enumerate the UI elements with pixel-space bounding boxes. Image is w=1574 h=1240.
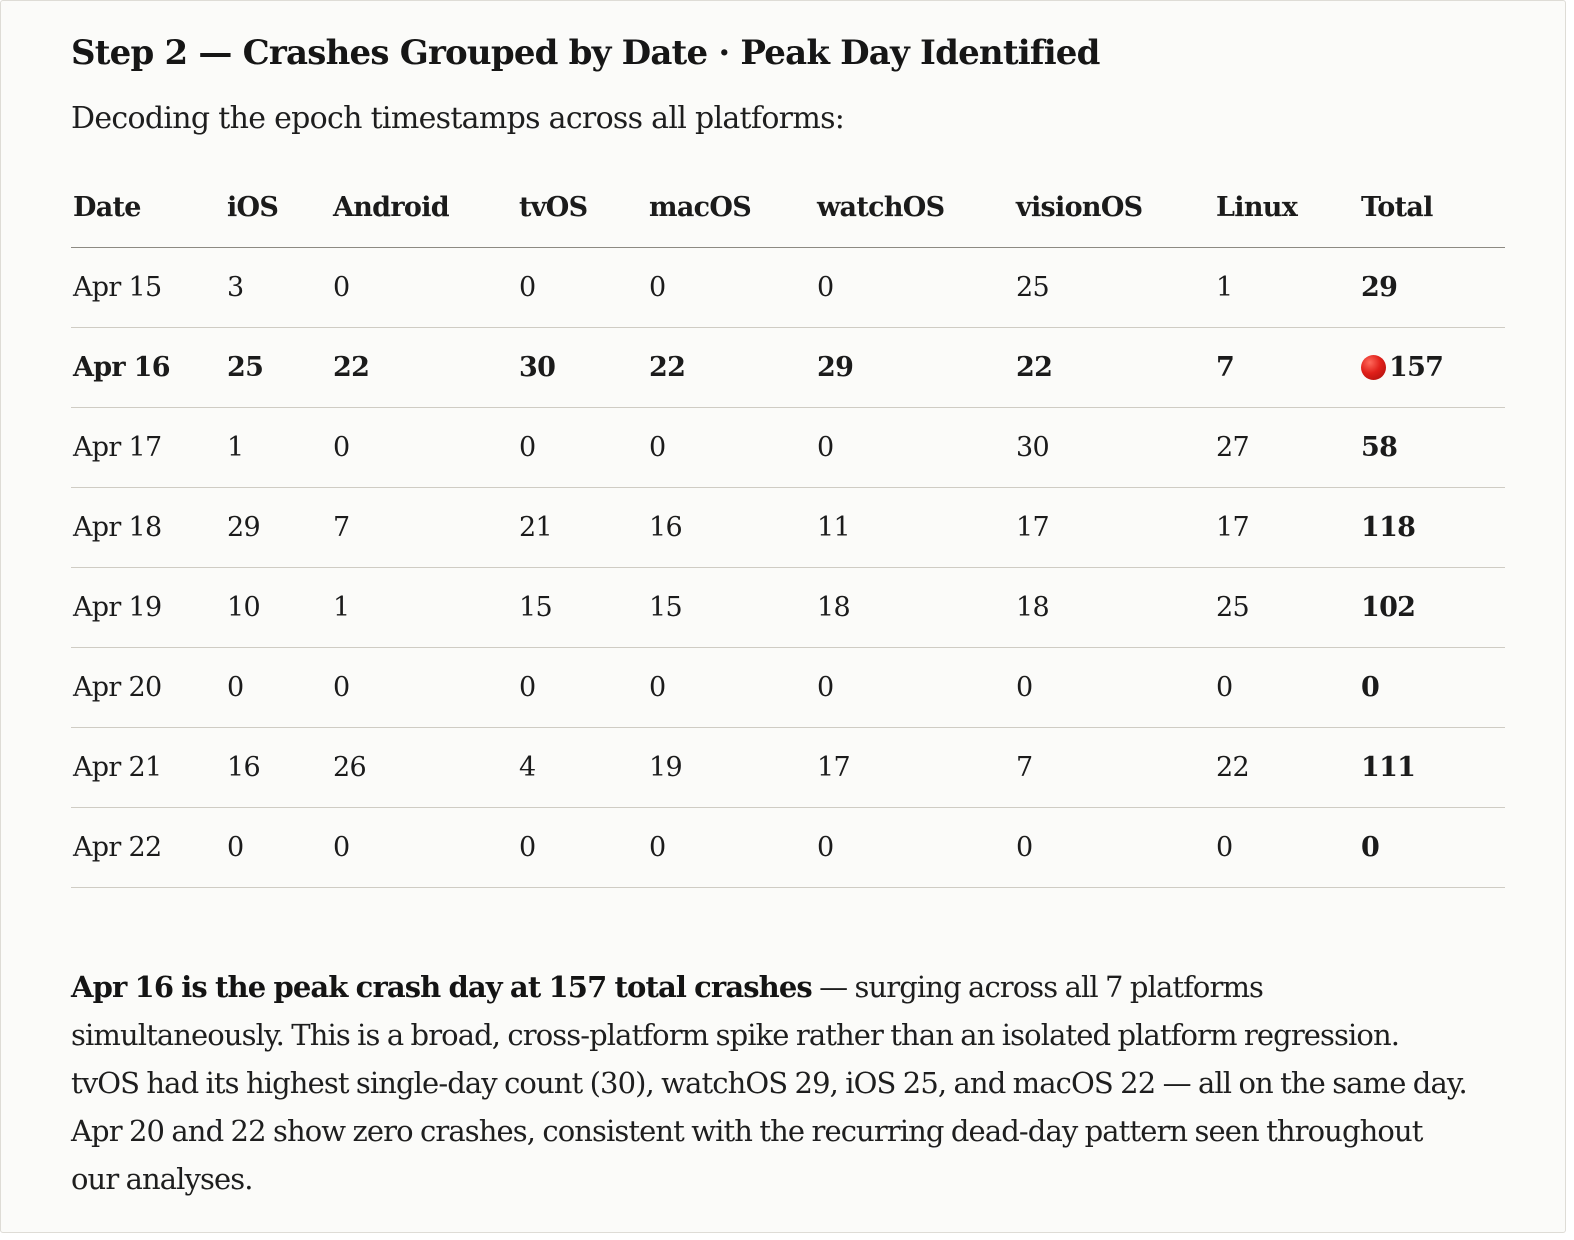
cell-macos: 0 bbox=[647, 248, 815, 328]
cell-date: Apr 18 bbox=[71, 488, 225, 568]
summary-body: — surging across all 7 platforms simultaneously. This is a broad, cross-platform spike rather than an isolated platform regression. tvOS had its highest single-day count (30), watchOS 29, iOS 25, and macOS 22 — all on the same day. Apr 20 and 22 show zero crashes, consistent with the recurring dead-day pattern seen throughout our analyses. bbox=[71, 970, 1467, 1196]
cell-visionos: 0 bbox=[1014, 648, 1214, 728]
cell-android: 0 bbox=[331, 648, 517, 728]
cell-macos: 16 bbox=[647, 488, 815, 568]
cell-total: 29 bbox=[1359, 248, 1505, 328]
table-row bbox=[71, 568, 1505, 648]
table-row bbox=[71, 248, 1505, 328]
cell-android: 0 bbox=[331, 808, 517, 888]
cell-macos: 0 bbox=[647, 408, 815, 488]
cell-ios: 3 bbox=[225, 248, 331, 328]
cell-watchos: 18 bbox=[815, 568, 1014, 648]
cell-total: 58 bbox=[1359, 408, 1505, 488]
cell-watchos: 11 bbox=[815, 488, 1014, 568]
cell-linux: 17 bbox=[1214, 488, 1359, 568]
cell-linux: 1 bbox=[1214, 248, 1359, 328]
table-header-row bbox=[71, 167, 1505, 248]
cell-date: Apr 17 bbox=[71, 408, 225, 488]
cell-android: 0 bbox=[331, 248, 517, 328]
cell-ios: 0 bbox=[225, 808, 331, 888]
cell-ios: 25 bbox=[225, 328, 331, 408]
cell-android: 1 bbox=[331, 568, 517, 648]
page-title: Step 2 — Crashes Grouped by Date · Peak Day Identified bbox=[71, 33, 1100, 73]
cell-visionos: 17 bbox=[1014, 488, 1214, 568]
cell-ios: 16 bbox=[225, 728, 331, 808]
column-header-date: Date bbox=[71, 167, 225, 248]
cell-total bbox=[1359, 328, 1505, 408]
cell-visionos: 22 bbox=[1014, 328, 1214, 408]
cell-android: 26 bbox=[331, 728, 517, 808]
cell-watchos: 0 bbox=[815, 408, 1014, 488]
cell-linux: 25 bbox=[1214, 568, 1359, 648]
cell-macos: 15 bbox=[647, 568, 815, 648]
cell-date: Apr 20 bbox=[71, 648, 225, 728]
cell-visionos: 25 bbox=[1014, 248, 1214, 328]
cell-total: 111 bbox=[1359, 728, 1505, 808]
column-header-ios: iOS bbox=[225, 167, 331, 248]
cell-android: 7 bbox=[331, 488, 517, 568]
cell-tvos: 21 bbox=[517, 488, 647, 568]
cell-linux: 27 bbox=[1214, 408, 1359, 488]
cell-android: 22 bbox=[331, 328, 517, 408]
red-circle-icon bbox=[1361, 355, 1386, 380]
cell-tvos: 0 bbox=[517, 248, 647, 328]
table-row bbox=[71, 488, 1505, 568]
cell-date: Apr 21 bbox=[71, 728, 225, 808]
cell-tvos: 0 bbox=[517, 408, 647, 488]
cell-tvos: 4 bbox=[517, 728, 647, 808]
cell-ios: 10 bbox=[225, 568, 331, 648]
cell-total: 0 bbox=[1359, 648, 1505, 728]
cell-linux: 0 bbox=[1214, 808, 1359, 888]
cell-linux: 0 bbox=[1214, 648, 1359, 728]
cell-tvos: 0 bbox=[517, 648, 647, 728]
cell-android: 0 bbox=[331, 408, 517, 488]
cell-watchos: 0 bbox=[815, 248, 1014, 328]
cell-total: 102 bbox=[1359, 568, 1505, 648]
cell-macos: 22 bbox=[647, 328, 815, 408]
table-row bbox=[71, 408, 1505, 488]
column-header-android: Android bbox=[331, 167, 517, 248]
cell-tvos: 15 bbox=[517, 568, 647, 648]
cell-watchos: 0 bbox=[815, 808, 1014, 888]
cell-ios: 29 bbox=[225, 488, 331, 568]
cell-ios: 1 bbox=[225, 408, 331, 488]
cell-date: Apr 22 bbox=[71, 808, 225, 888]
summary-lead: Apr 16 is the peak crash day at 157 total crashes bbox=[71, 970, 812, 1004]
table-body bbox=[71, 248, 1505, 888]
cell-macos: 19 bbox=[647, 728, 815, 808]
column-header-visionos: visionOS bbox=[1014, 167, 1214, 248]
cell-macos: 0 bbox=[647, 808, 815, 888]
column-header-macos: macOS bbox=[647, 167, 815, 248]
cell-watchos: 0 bbox=[815, 648, 1014, 728]
table-row bbox=[71, 648, 1505, 728]
summary-paragraph bbox=[71, 963, 1471, 1203]
cell-visionos: 18 bbox=[1014, 568, 1214, 648]
table-header bbox=[71, 167, 1505, 248]
cell-tvos: 30 bbox=[517, 328, 647, 408]
table-row-peak bbox=[71, 328, 1505, 408]
cell-ios: 0 bbox=[225, 648, 331, 728]
cell-total: 0 bbox=[1359, 808, 1505, 888]
table-row bbox=[71, 808, 1505, 888]
column-header-watchos: watchOS bbox=[815, 167, 1014, 248]
column-header-total: Total bbox=[1359, 167, 1505, 248]
cell-linux: 22 bbox=[1214, 728, 1359, 808]
cell-date: Apr 16 bbox=[71, 328, 225, 408]
column-header-linux: Linux bbox=[1214, 167, 1359, 248]
cell-date: Apr 19 bbox=[71, 568, 225, 648]
cell-watchos: 29 bbox=[815, 328, 1014, 408]
cell-visionos: 0 bbox=[1014, 808, 1214, 888]
cell-macos: 0 bbox=[647, 648, 815, 728]
page-subtitle: Decoding the epoch timestamps across all platforms: bbox=[71, 101, 845, 136]
cell-total: 118 bbox=[1359, 488, 1505, 568]
cell-visionos: 30 bbox=[1014, 408, 1214, 488]
table-row bbox=[71, 728, 1505, 808]
column-header-tvos: tvOS bbox=[517, 167, 647, 248]
cell-visionos: 7 bbox=[1014, 728, 1214, 808]
cell-linux: 7 bbox=[1214, 328, 1359, 408]
crash-table bbox=[71, 167, 1505, 888]
cell-watchos: 17 bbox=[815, 728, 1014, 808]
cell-date: Apr 15 bbox=[71, 248, 225, 328]
peak-total-value: 157 bbox=[1389, 352, 1444, 383]
cell-tvos: 0 bbox=[517, 808, 647, 888]
